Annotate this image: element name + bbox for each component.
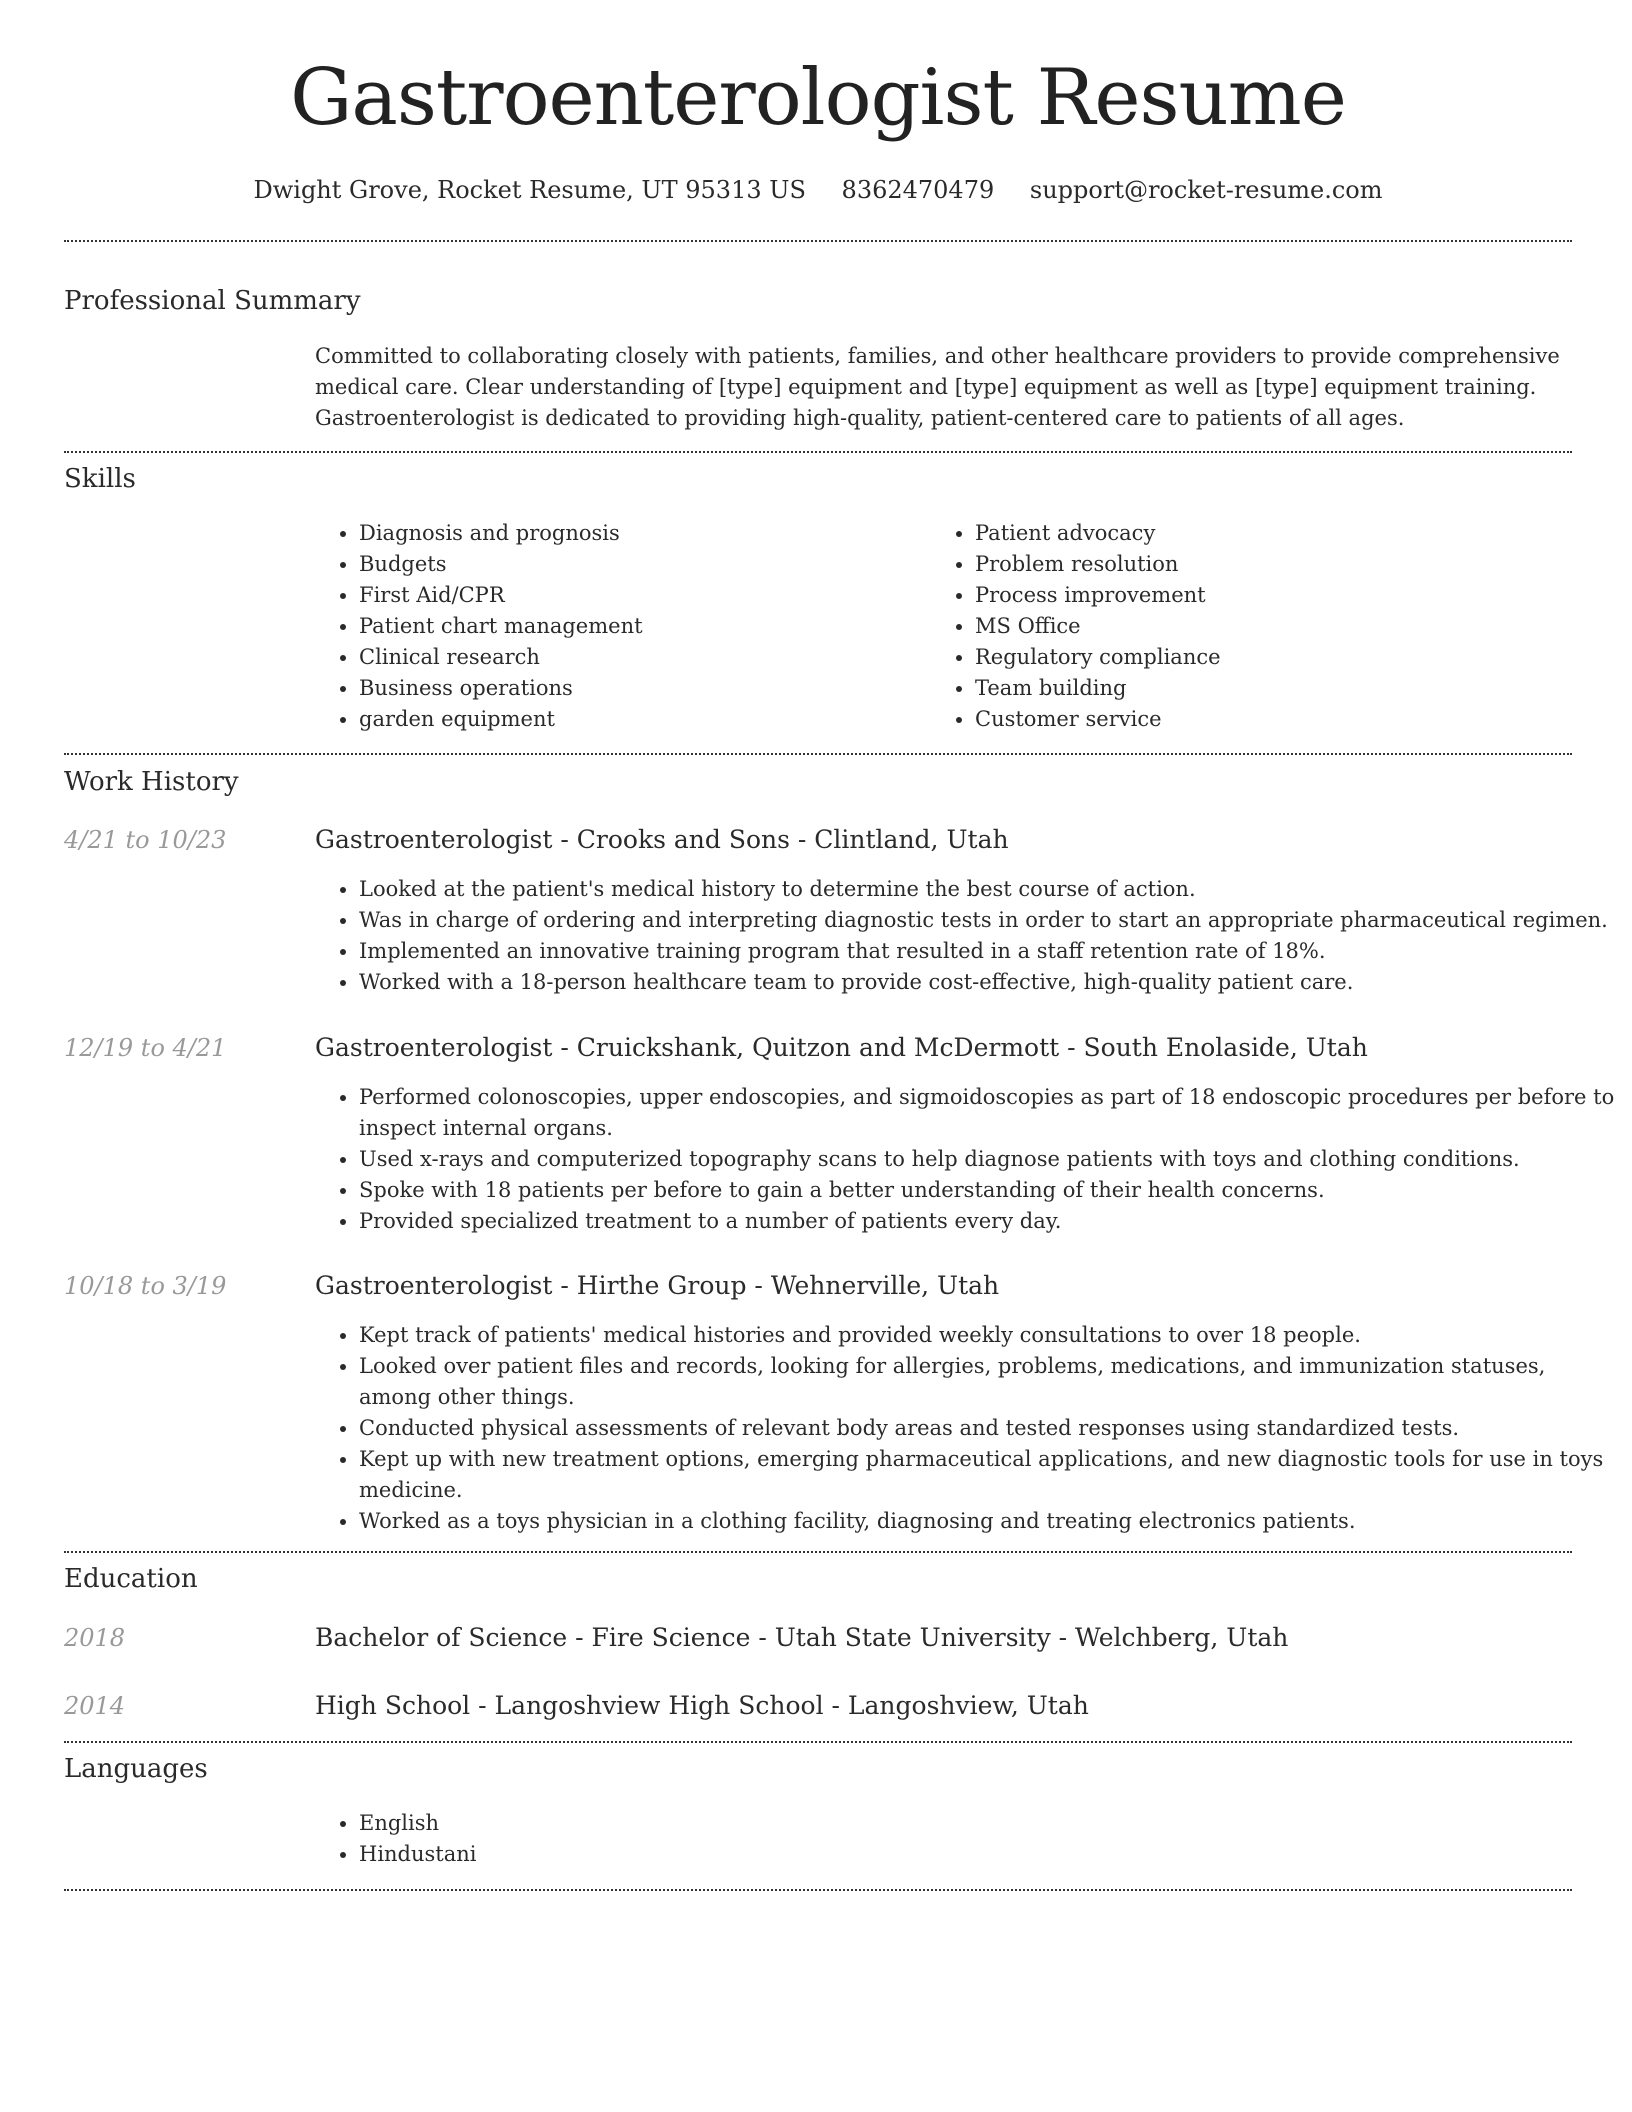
job-bullet: • Conducted physical assessments of relevant body areas and tested responses using standardized tests. [359, 1413, 1616, 1444]
separator: - [789, 825, 815, 854]
job-location: Wehnerville, Utah [770, 1271, 1000, 1300]
skill-item: • MS Office [975, 611, 1221, 642]
separator: - [552, 1271, 577, 1300]
summary-text: Committed to collaborating closely with patients, families, and other healthcare providers to provide comprehensive medical care. Clear understanding of [type] equipment and [type] equipment as well as [type] equipment training. Gastroenterologist is dedicated to providing high-quality, patient-centered care to patients of all ages. [315, 344, 1560, 430]
skills-heading: Skills [64, 464, 136, 494]
contact-email: support@rocket-resume.com [1029, 176, 1383, 204]
separator: - [552, 1033, 577, 1062]
languages-list [315, 1808, 477, 1870]
separator: - [750, 1623, 775, 1652]
education-entry [315, 1621, 1288, 1655]
job-dates: 10/18 to 3/19 [64, 1272, 227, 1300]
job-bullets [315, 1320, 1616, 1537]
skill-item: • Patient advocacy [975, 518, 1221, 549]
job-dates: 12/19 to 4/21 [64, 1034, 227, 1062]
job-bullet: • Looked over patient files and records, looking for allergies, problems, medications, and immunization statuses, among other things. [359, 1351, 1616, 1413]
job-bullet: • Looked at the patient's medical history to determine the best course of action. [359, 874, 1616, 905]
separator: - [1050, 1623, 1076, 1652]
contact-line [64, 170, 1572, 210]
job-bullet: • Worked as a toys physician in a clothing facility, diagnosing and treating electronics patients. [359, 1506, 1616, 1537]
education-location: Welchberg, Utah [1075, 1623, 1289, 1652]
skill-item: • Process improvement [975, 580, 1221, 611]
job-bullet: • Used x-rays and computerized topography scans to help diagnose patients with toys and clothing conditions. [359, 1144, 1616, 1175]
skills-list-right [931, 518, 1221, 735]
language-item: • English [359, 1808, 477, 1839]
education-field: Fire Science [591, 1623, 751, 1652]
skill-item: • garden equipment [359, 704, 643, 735]
skill-item: • Team building [975, 673, 1221, 704]
skill-item: • Regulatory compliance [975, 642, 1221, 673]
contact-address: Dwight Grove, Rocket Resume, UT 95313 US [253, 176, 806, 204]
skill-item: • Patient chart management [359, 611, 643, 642]
divider [64, 753, 1572, 755]
separator: - [746, 1271, 771, 1300]
education-school: Utah State University [774, 1623, 1051, 1652]
skill-item: • Problem resolution [975, 549, 1221, 580]
job-title: Gastroenterologist [315, 1271, 553, 1300]
language-item: • Hindustani [359, 1839, 477, 1870]
skill-item: • Budgets [359, 549, 643, 580]
job-title: Gastroenterologist [315, 825, 553, 854]
education-degree: Bachelor of Science [315, 1623, 568, 1652]
job-bullet: • Worked with a 18-person healthcare team to provide cost-effective, high-quality patient care. [359, 967, 1616, 998]
skill-item: • Clinical research [359, 642, 643, 673]
job-bullet: • Kept up with new treatment options, emerging pharmaceutical applications, and new diagnostic tools for use in toys medicine. [359, 1444, 1616, 1506]
divider [64, 1551, 1572, 1553]
job-title-line [315, 1269, 999, 1303]
skill-item: • Diagnosis and prognosis [359, 518, 643, 549]
education-school: Langoshview High School [494, 1691, 824, 1720]
education-location: Langoshview, Utah [847, 1691, 1089, 1720]
divider [64, 1741, 1572, 1743]
job-location: Clintland, Utah [814, 825, 1009, 854]
education-entry [315, 1689, 1089, 1723]
education-degree: High School [315, 1691, 471, 1720]
job-bullet: • Performed colonoscopies, upper endoscopies, and sigmoidoscopies as part of 18 endoscopic procedures per before to inspect internal organs. [359, 1082, 1616, 1144]
separator: - [567, 1623, 592, 1652]
divider [64, 240, 1572, 242]
contact-phone: 8362470479 [841, 176, 995, 204]
job-title: Gastroenterologist [315, 1033, 553, 1062]
separator: - [1059, 1033, 1084, 1062]
job-company: Hirthe Group [576, 1271, 747, 1300]
job-bullet: • Was in charge of ordering and interpreting diagnostic tests in order to start an appropriate pharmaceutical regimen. [359, 905, 1616, 936]
skill-item: • Business operations [359, 673, 643, 704]
job-bullets [315, 1082, 1616, 1237]
job-title-line [315, 823, 1009, 857]
job-bullets [315, 874, 1616, 998]
skill-item: • First Aid/CPR [359, 580, 643, 611]
resume-title: Gastroenterologist Resume [290, 53, 1346, 143]
summary-heading: Professional Summary [64, 286, 361, 316]
job-company: Cruickshank, Quitzon and McDermott [576, 1033, 1060, 1062]
job-company: Crooks and Sons [576, 825, 790, 854]
languages-heading: Languages [64, 1754, 208, 1784]
education-year: 2014 [64, 1692, 126, 1720]
job-bullet: • Spoke with 18 patients per before to gain a better understanding of their health concerns. [359, 1175, 1616, 1206]
separator: - [823, 1691, 848, 1720]
skill-item: • Customer service [975, 704, 1221, 735]
job-dates: 4/21 to 10/23 [64, 826, 227, 854]
divider [64, 451, 1572, 453]
skills-list-left [315, 518, 643, 735]
separator: - [470, 1691, 495, 1720]
job-bullet: • Implemented an innovative training program that resulted in a staff retention rate of 18%. [359, 936, 1616, 967]
work-heading: Work History [64, 767, 239, 797]
separator: - [552, 825, 577, 854]
job-bullet: • Kept track of patients' medical histories and provided weekly consultations to over 18 people. [359, 1320, 1616, 1351]
education-heading: Education [64, 1564, 198, 1594]
job-bullet: • Provided specialized treatment to a number of patients every day. [359, 1206, 1616, 1237]
job-title-line [315, 1031, 1368, 1065]
divider [64, 1889, 1572, 1891]
job-location: South Enolaside, Utah [1083, 1033, 1368, 1062]
education-year: 2018 [64, 1624, 126, 1652]
